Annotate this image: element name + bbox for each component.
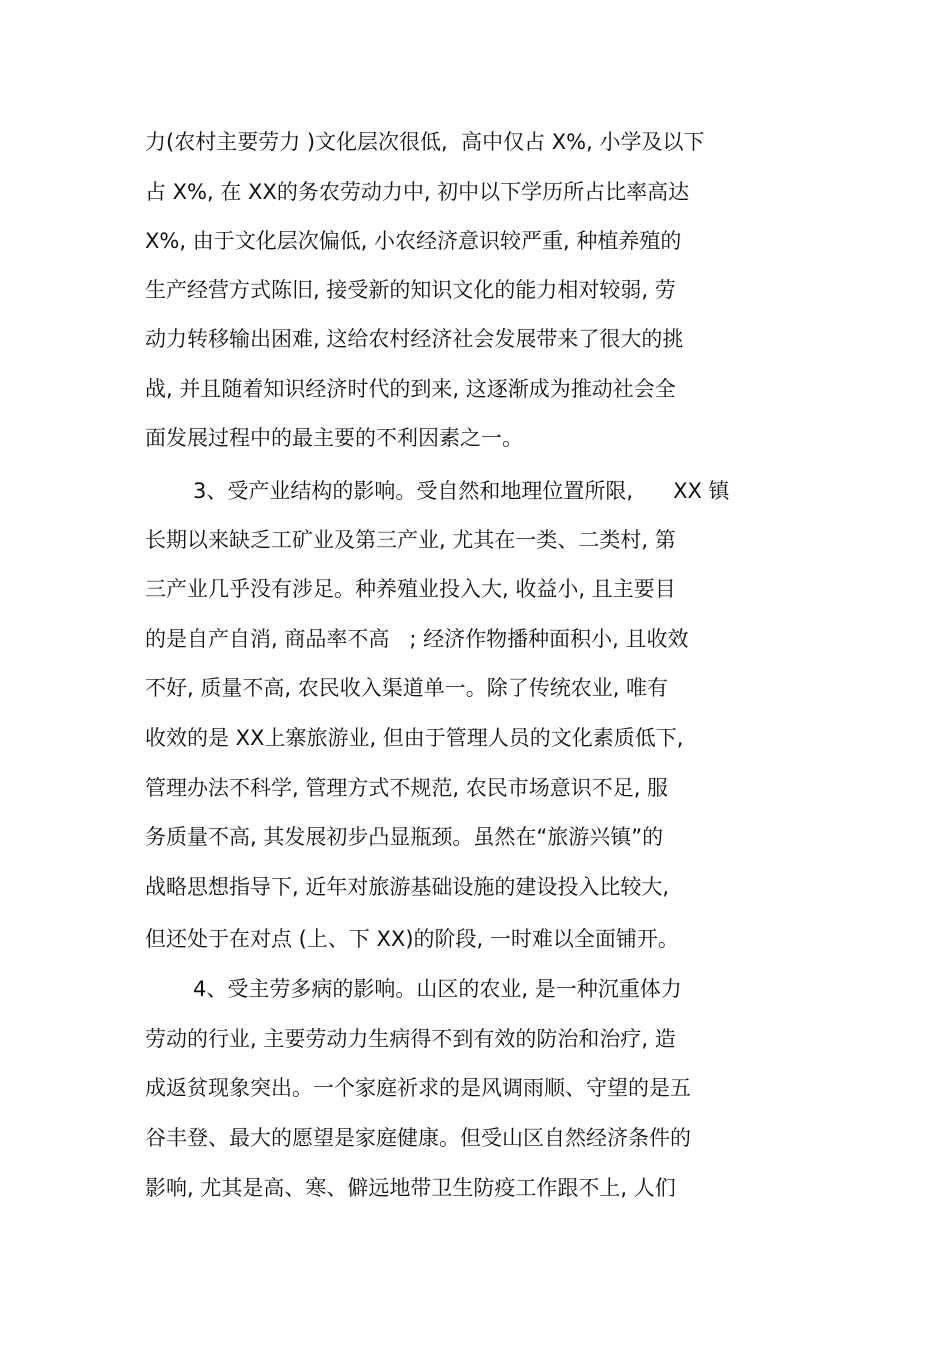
text-line: 动力转移输出困难, 这给农村经济社会发展带来了很大的挑 bbox=[145, 327, 684, 351]
text-line: 影响, 尤其是高、寒、僻远地带卫生防疫工作跟不上, 人们 bbox=[145, 1176, 676, 1200]
text-line: 生产经营方式陈旧, 接受新的知识文化的能力相对较弱, 劳 bbox=[145, 278, 676, 302]
text-line: 面发展过程中的最主要的不利因素之一。 bbox=[145, 426, 523, 450]
text-line: 战, 并且随着知识经济时代的到来, 这逐渐成为推动社会全 bbox=[145, 377, 676, 401]
text-line: 长期以来缺乏工矿业及第三产业, 尤其在一类、二类村, 第 bbox=[145, 528, 676, 552]
text-line: 3、受产业结构的影响。受自然和地理位置所限, XX 镇 bbox=[193, 479, 730, 503]
text-line: 战略思想指导下, 近年对旅游基础设施的建设投入比较大, bbox=[145, 875, 670, 899]
text-line: 但还处于在对点 (上、下 XX)的阶段, 一时难以全面铺开。 bbox=[145, 927, 679, 951]
text-line: 劳动的行业, 主要劳动力生病得不到有效的防治和治疗, 造 bbox=[145, 1027, 676, 1051]
text-line: 管理办法不科学, 管理方式不规范, 农民市场意识不足, 服 bbox=[145, 776, 669, 800]
text-line: 三产业几乎没有涉足。种养殖业投入大, 收益小, 且主要目 bbox=[145, 577, 676, 601]
text-line: 不好, 质量不高, 农民收入渠道单一。除了传统农业, 唯有 bbox=[145, 676, 669, 700]
text-line: 收效的是 XX上寨旅游业, 但由于管理人员的文化素质低下, bbox=[145, 726, 684, 750]
text-line: 谷丰登、最大的愿望是家庭健康。但受山区自然经济条件的 bbox=[145, 1126, 691, 1150]
text-line: 务质量不高, 其发展初步凸显瓶颈。虽然在“旅游兴镇”的 bbox=[145, 825, 664, 849]
text-line: 成返贫现象突出。一个家庭祈求的是风调雨顺、守望的是五 bbox=[145, 1076, 691, 1100]
text-line: X%, 由于文化层次偏低, 小农经济意识较严重, 种植养殖的 bbox=[145, 229, 682, 253]
text-line: 力(农村主要劳力 )文化层次很低, 高中仅占 X%, 小学及以下 bbox=[145, 130, 705, 154]
text-line: 4、受主劳多病的影响。山区的农业, 是一种沉重体力 bbox=[193, 977, 682, 1001]
text-line: 占 X%, 在 XX的务农劳动力中, 初中以下学历所占比率高达 bbox=[145, 180, 690, 204]
text-line: 的是自产自消, 商品率不高 ; 经济作物播种面积小, 且收效 bbox=[145, 627, 689, 651]
